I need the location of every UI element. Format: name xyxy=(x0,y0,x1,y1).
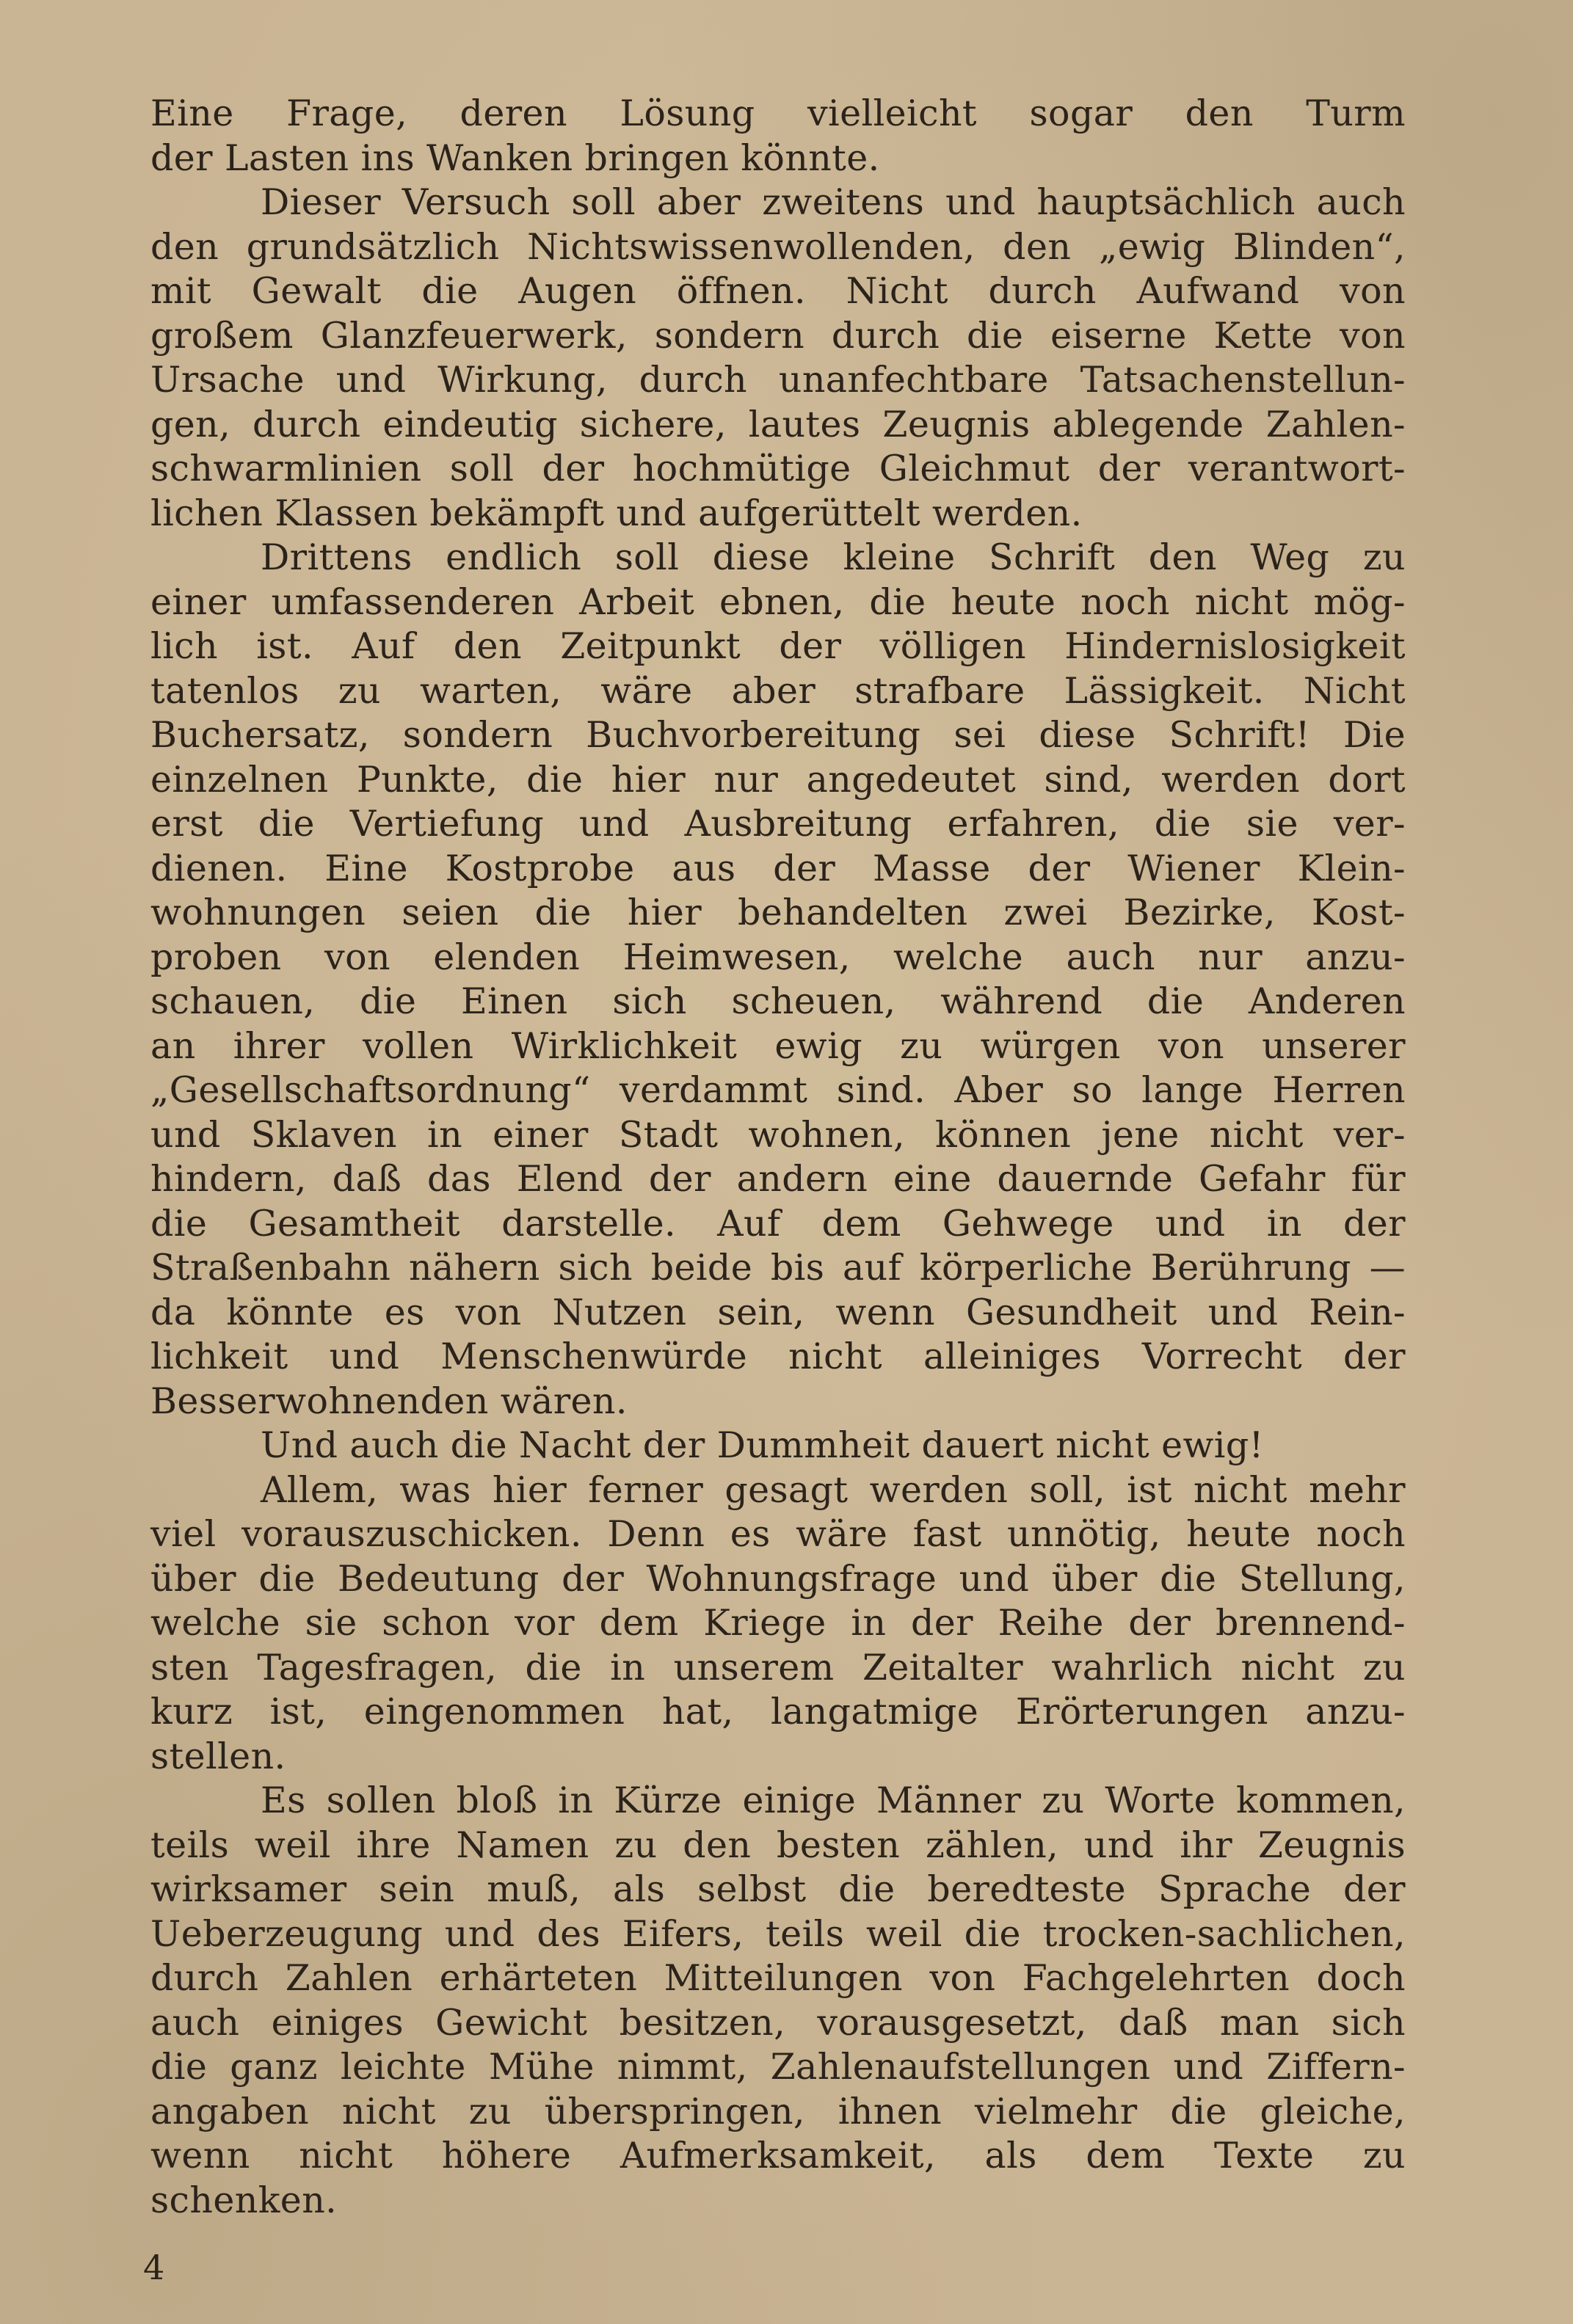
text-line: und Sklaven in einer Stadt wohnen, können jene nicht ver- xyxy=(150,1113,1406,1156)
text-line: kurz ist, eingenommen hat, langatmige Erörterungen anzu- xyxy=(150,1691,1406,1733)
text-line: Straßenbahn nähern sich beide bis auf körperliche Berührung — xyxy=(150,1247,1406,1289)
text-line: sten Tagesfragen, die in unserem Zeitalter wahrlich nicht zu xyxy=(150,1646,1406,1689)
text-line: durch Zahlen erhärteten Mitteilungen von Fachgelehrten doch xyxy=(150,1957,1406,1999)
text-line: Buchersatz, sondern Buchvorbereitung sei diese Schrift! Die xyxy=(150,714,1406,756)
text-line: tatenlos zu warten, wäre aber strafbare Lässigkeit. Nicht xyxy=(150,669,1406,712)
text-line: über die Bedeutung der Wohnungsfrage und über die Stellung, xyxy=(150,1557,1406,1600)
text-line: lichen Klassen bekämpft und aufgerüttelt werden. xyxy=(150,492,1083,534)
text-line: die ganz leichte Mühe nimmt, Zahlenaufstellungen und Ziffern- xyxy=(150,2046,1406,2088)
text-line: da könnte es von Nutzen sein, wenn Gesundheit und Rein- xyxy=(150,1291,1406,1333)
paragraph-4 xyxy=(150,1424,1406,1468)
text-line: Eine Frage, deren Lösung vielleicht sogar den Turm xyxy=(150,92,1406,134)
text-line: großem Glanzfeuerwerk, sondern durch die eiserne Kette von xyxy=(150,314,1406,357)
text-line: schenken. xyxy=(150,2179,338,2221)
text-line: den grundsätzlich Nichtswissenwollenden, den „ewig Blinden“, xyxy=(150,225,1406,268)
text-line: dienen. Eine Kostprobe aus der Masse der Wiener Klein- xyxy=(150,847,1406,889)
paragraph-5 xyxy=(150,1468,1406,1780)
paragraph-3 xyxy=(150,536,1406,1424)
text-line: wohnungen seien die hier behandelten zwei Bezirke, Kost- xyxy=(150,892,1406,933)
text-line: hindern, daß das Elend der andern eine dauernde Gefahr für xyxy=(150,1158,1406,1200)
text-line: Besserwohnenden wären. xyxy=(150,1380,628,1422)
book-page xyxy=(150,92,1406,2286)
text-line: Ueberzeugung und des Eifers, teils weil die trocken-sachlichen, xyxy=(150,1912,1406,1955)
paragraph-1 xyxy=(150,92,1406,181)
text-line: Drittens endlich soll diese kleine Schrift den Weg zu xyxy=(261,536,1406,578)
text-line: viel vorauszuschicken. Denn es wäre fast unnötig, heute noch xyxy=(150,1513,1406,1555)
text-line: schauen, die Einen sich scheuen, während die Anderen xyxy=(150,980,1406,1022)
text-line: mit Gewalt die Augen öffnen. Nicht durch Aufwand von xyxy=(150,270,1406,312)
text-line: Dieser Versuch soll aber zweitens und hauptsächlich auch xyxy=(261,181,1406,223)
paragraph-2 xyxy=(150,181,1406,536)
text-line: der Lasten ins Wanken bringen könnte. xyxy=(150,136,880,179)
text-line: auch einiges Gewicht besitzen, vorausgesetzt, daß man sich xyxy=(150,2001,1406,2044)
text-line: schwarmlinien soll der hochmütige Gleichmut der verantwort- xyxy=(150,448,1406,489)
text-line: Und auch die Nacht der Dummheit dauert nicht ewig! xyxy=(261,1424,1264,1466)
text-line: welche sie schon vor dem Kriege in der Reihe der brennend- xyxy=(150,1602,1406,1644)
paragraph-6 xyxy=(150,1779,1406,2223)
text-line: teils weil ihre Namen zu den besten zählen, und ihr Zeugnis xyxy=(150,1824,1406,1866)
text-line: Ursache und Wirkung, durch unanfechtbare Tatsachenstellun- xyxy=(150,359,1406,401)
text-line: Es sollen bloß in Kürze einige Männer zu Worte kommen, xyxy=(261,1780,1406,1821)
text-line: angaben nicht zu überspringen, ihnen vielmehr die gleiche, xyxy=(150,2090,1406,2132)
page-number: 4 xyxy=(143,2248,165,2287)
text-line: lichkeit und Menschenwürde nicht alleiniges Vorrecht der xyxy=(150,1336,1406,1377)
text-line: wirksamer sein muß, als selbst die beredteste Sprache der xyxy=(150,1868,1406,1910)
text-line: wenn nicht höhere Aufmerksamkeit, als dem Texte zu xyxy=(150,2135,1406,2177)
text-line: die Gesamtheit darstelle. Auf dem Gehwege und in der xyxy=(150,1202,1406,1245)
text-line: proben von elenden Heimwesen, welche auch nur anzu- xyxy=(150,936,1406,978)
text-line: erst die Vertiefung und Ausbreitung erfahren, die sie ver- xyxy=(150,803,1406,845)
text-line: gen, durch eindeutig sichere, lautes Zeugnis ablegende Zahlen- xyxy=(150,403,1406,445)
text-line: an ihrer vollen Wirklichkeit ewig zu würgen von unserer xyxy=(150,1024,1406,1067)
text-line: einer umfassenderen Arbeit ebnen, die heute noch nicht mög- xyxy=(150,580,1406,623)
text-line: Allem, was hier ferner gesagt werden soll, ist nicht mehr xyxy=(261,1468,1406,1511)
text-line: lich ist. Auf den Zeitpunkt der völligen Hindernislosigkeit xyxy=(150,625,1406,667)
text-line: „Gesellschaftsordnung“ verdammt sind. Aber so lange Herren xyxy=(150,1069,1406,1111)
text-line: einzelnen Punkte, die hier nur angedeutet sind, werden dort xyxy=(150,758,1406,801)
text-line: stellen. xyxy=(150,1735,286,1777)
